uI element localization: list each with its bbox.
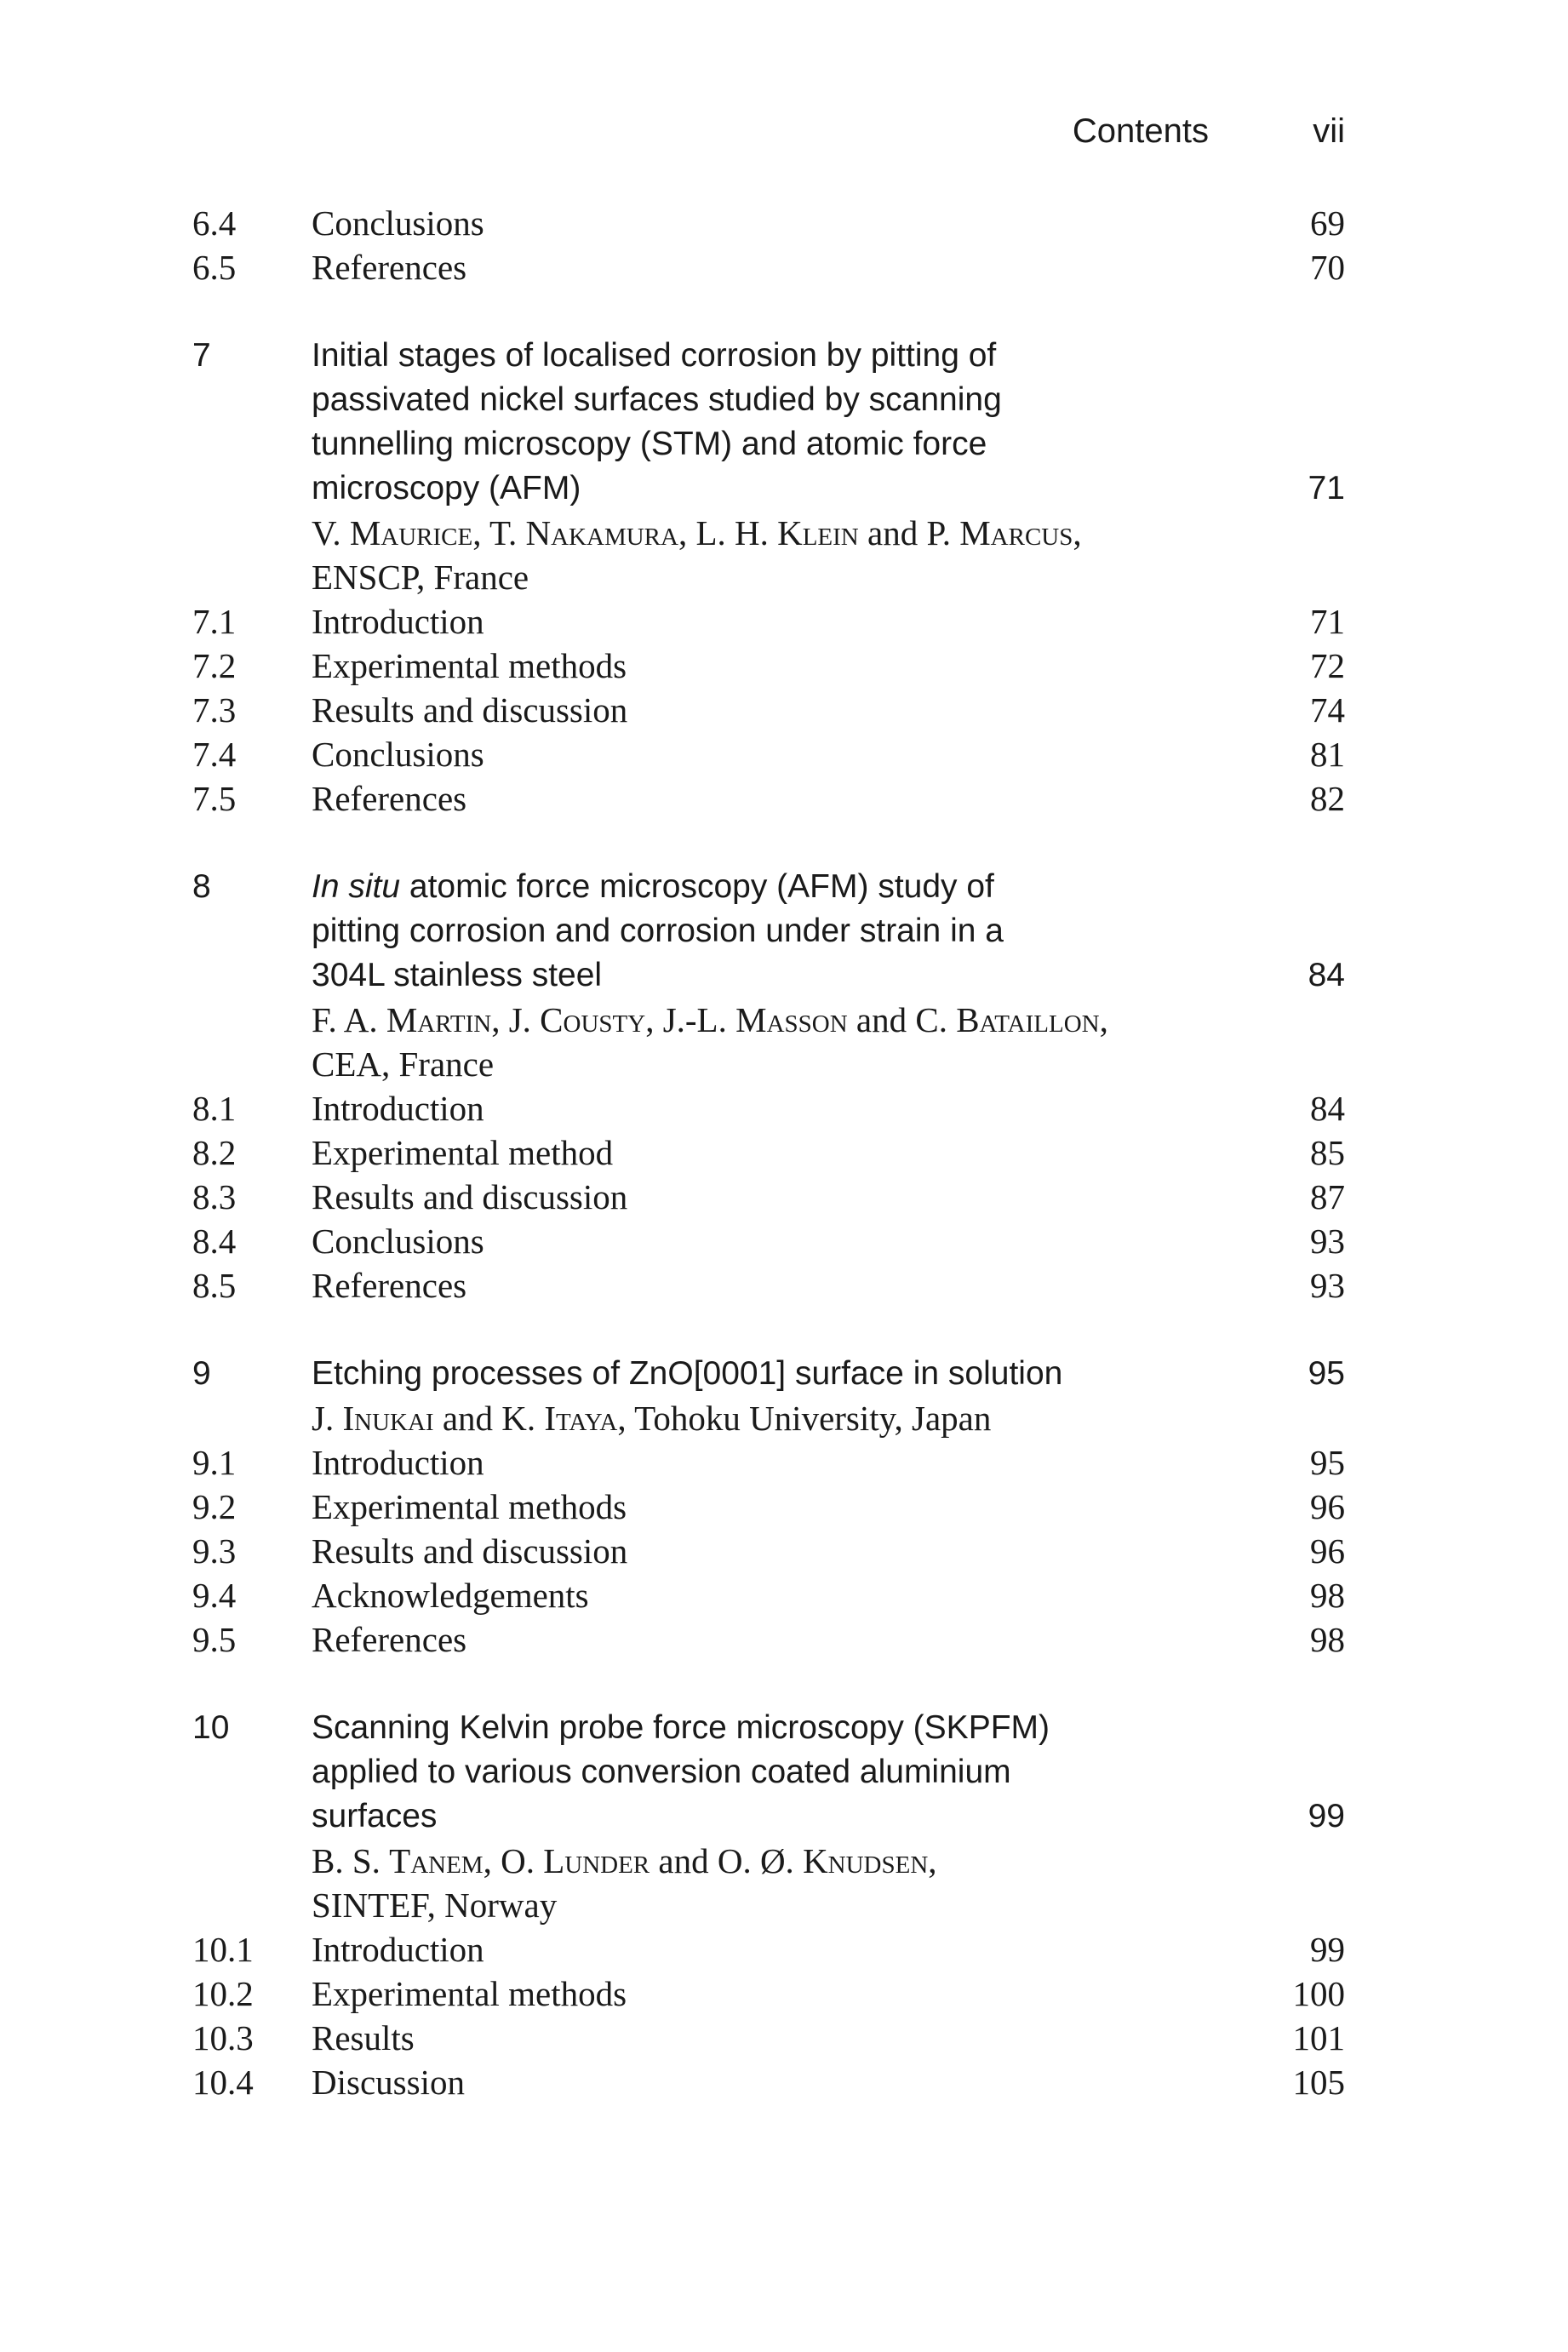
chapter-number: 10	[192, 1709, 230, 1746]
chapter-authors	[312, 998, 1290, 1086]
table-of-contents	[192, 201, 1345, 2104]
chapter-title	[312, 1706, 1239, 1839]
running-head-label: Contents	[1072, 112, 1209, 150]
toc-section-row	[192, 1130, 1345, 1175]
section-title: Introduction	[312, 1089, 484, 1128]
section-number: 8.3	[192, 1177, 237, 1216]
chapter-title	[312, 1352, 1239, 1396]
section-title: Conclusions	[312, 735, 484, 774]
section-number: 6.5	[192, 248, 237, 287]
section-page-number: 87	[1310, 1177, 1345, 1216]
toc-section-row	[192, 1263, 1345, 1308]
section-title: Discussion	[312, 2063, 465, 2102]
toc-chapter-10	[192, 1706, 1345, 2104]
chapter-title-line: In situ atomic force microscopy (AFM) study of	[312, 868, 994, 905]
chapter-title-italic: In situ	[312, 868, 401, 905]
toc-section-row	[192, 245, 1345, 289]
section-title: Results and discussion	[312, 1531, 628, 1571]
chapter-page-number: 84	[1308, 957, 1345, 993]
running-head-page-number: vii	[1313, 112, 1345, 150]
section-page-number: 85	[1310, 1133, 1345, 1172]
toc-section-row	[192, 599, 1345, 644]
section-page-number: 105	[1292, 2063, 1345, 2102]
section-number: 10.1	[192, 1930, 254, 1969]
section-page-number: 82	[1310, 779, 1345, 818]
toc-chapter-9	[192, 1352, 1345, 1662]
toc-section-row	[192, 644, 1345, 688]
authors-affiliation: SINTEF, Norway	[312, 1886, 558, 1925]
chapter-number: 8	[192, 868, 211, 905]
section-number: 8.5	[192, 1266, 237, 1305]
chapter-title-line: passivated nickel surfaces studied by scanning	[312, 381, 1002, 418]
section-title: References	[312, 1620, 467, 1659]
chapter-page-number: 99	[1308, 1798, 1345, 1834]
toc-section-row	[192, 688, 1345, 732]
toc-section-row	[192, 1086, 1345, 1130]
chapter-page-number: 95	[1308, 1355, 1345, 1392]
chapter-title-line: tunnelling microscopy (STM) and atomic force	[312, 426, 987, 462]
section-page-number: 99	[1310, 1930, 1345, 1969]
authors-line: B. S. Tanem, O. Lunder and O. Ø. Knudsen,	[312, 1841, 937, 1880]
chapter-authors	[312, 511, 1290, 599]
chapter-heading	[192, 865, 1345, 998]
section-page-number: 98	[1310, 1620, 1345, 1659]
chapter-title-line: applied to various conversion coated aluminium	[312, 1754, 1011, 1790]
chapter-page-number: 71	[1308, 470, 1345, 506]
chapter-title-line: pitting corrosion and corrosion under strain in a	[312, 913, 1004, 949]
section-page-number: 81	[1310, 735, 1345, 774]
toc-chapter-7	[192, 334, 1345, 821]
section-title: References	[312, 1266, 467, 1305]
section-number: 8.2	[192, 1133, 237, 1172]
chapter-title-line: Initial stages of localised corrosion by pitting of	[312, 337, 997, 374]
section-number: 7.4	[192, 735, 237, 774]
toc-chapter-8	[192, 865, 1345, 1308]
section-number: 6.4	[192, 203, 237, 243]
section-title: Experimental methods	[312, 1487, 627, 1526]
section-title: Experimental method	[312, 1133, 614, 1172]
section-title: Conclusions	[312, 203, 484, 243]
authors-line: F. A. Martin, J. Cousty, J.-L. Masson and C. Bataillon,	[312, 1000, 1108, 1039]
section-page-number: 69	[1310, 203, 1345, 243]
toc-section-row	[192, 732, 1345, 776]
toc-section-row	[192, 2016, 1345, 2060]
section-number: 8.4	[192, 1222, 237, 1261]
section-number: 9.1	[192, 1443, 237, 1482]
section-number: 9.4	[192, 1576, 237, 1615]
toc-section-row	[192, 1971, 1345, 2016]
section-title: Results and discussion	[312, 1177, 628, 1216]
running-head	[0, 112, 1345, 163]
section-number: 7.5	[192, 779, 237, 818]
section-title: Results	[312, 2018, 415, 2057]
section-title: Experimental methods	[312, 646, 627, 685]
section-number: 9.5	[192, 1620, 237, 1659]
chapter-heading	[192, 334, 1345, 511]
chapter-title-line: 304L stainless steel	[312, 957, 603, 993]
chapter-heading	[192, 1352, 1345, 1396]
toc-section-row	[192, 1529, 1345, 1573]
section-page-number: 101	[1292, 2018, 1345, 2057]
chapter-title-line: Etching processes of ZnO[0001] surface in solution	[312, 1355, 1063, 1392]
chapter-authors	[312, 1396, 1290, 1440]
authors-line: J. Inukai and K. Itaya, Tohoku University, Japan	[312, 1399, 992, 1438]
section-page-number: 74	[1310, 690, 1345, 730]
section-number: 9.3	[192, 1531, 237, 1571]
toc-section-row	[192, 1485, 1345, 1529]
section-page-number: 72	[1310, 646, 1345, 685]
section-page-number: 84	[1310, 1089, 1345, 1128]
toc-section-row	[192, 2060, 1345, 2104]
section-number: 8.1	[192, 1089, 237, 1128]
section-title: Experimental methods	[312, 1974, 627, 2013]
section-page-number: 98	[1310, 1576, 1345, 1615]
toc-section-row	[192, 776, 1345, 821]
chapter-title	[312, 334, 1239, 511]
section-title: Introduction	[312, 602, 484, 641]
toc-section-row	[192, 1219, 1345, 1263]
section-page-number: 93	[1310, 1266, 1345, 1305]
section-number: 9.2	[192, 1487, 237, 1526]
section-page-number: 71	[1310, 602, 1345, 641]
chapter-title	[312, 865, 1239, 998]
toc-section-row	[192, 1573, 1345, 1617]
authors-line: V. Maurice, T. Nakamura, L. H. Klein and P. Marcus,	[312, 513, 1082, 552]
section-page-number: 95	[1310, 1443, 1345, 1482]
section-page-number: 100	[1292, 1974, 1345, 2013]
chapter-authors	[312, 1839, 1290, 1927]
toc-section-row	[192, 1175, 1345, 1219]
authors-affiliation: CEA, France	[312, 1044, 495, 1084]
section-title: References	[312, 779, 467, 818]
section-page-number: 70	[1310, 248, 1345, 287]
toc-section-row	[192, 1440, 1345, 1485]
chapter-title-line: microscopy (AFM)	[312, 470, 581, 506]
chapter-number: 7	[192, 337, 211, 374]
section-page-number: 93	[1310, 1222, 1345, 1261]
authors-affiliation: ENSCP, France	[312, 558, 529, 597]
section-number: 10.3	[192, 2018, 254, 2057]
chapter-title-line: surfaces	[312, 1798, 438, 1834]
section-number: 7.3	[192, 690, 237, 730]
chapter-number: 9	[192, 1355, 211, 1392]
toc-section-row	[192, 201, 1345, 245]
section-title: Acknowledgements	[312, 1576, 589, 1615]
chapter-heading	[192, 1706, 1345, 1839]
section-title: Introduction	[312, 1930, 484, 1969]
section-title: Conclusions	[312, 1222, 484, 1261]
chapter-title-line: Scanning Kelvin probe force microscopy (SKPFM)	[312, 1709, 1050, 1746]
toc-section-row	[192, 1927, 1345, 1971]
toc-section-row	[192, 1617, 1345, 1662]
section-page-number: 96	[1310, 1531, 1345, 1571]
section-title: Introduction	[312, 1443, 484, 1482]
section-number: 7.2	[192, 646, 237, 685]
section-title: Results and discussion	[312, 690, 628, 730]
section-title: References	[312, 248, 467, 287]
section-number: 7.1	[192, 602, 237, 641]
section-page-number: 96	[1310, 1487, 1345, 1526]
section-number: 10.4	[192, 2063, 254, 2102]
section-number: 10.2	[192, 1974, 254, 2013]
